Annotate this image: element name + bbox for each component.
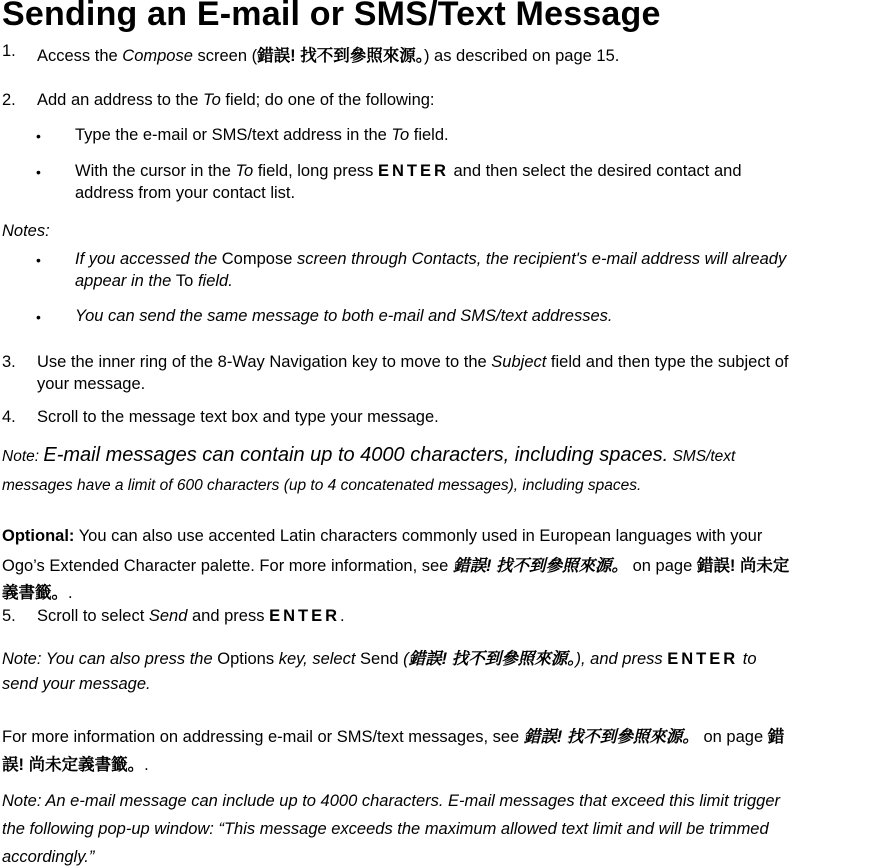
bullet-icon: • [36, 309, 41, 325]
note-label: Note: [2, 448, 44, 465]
text: Scroll to select [37, 607, 149, 625]
step-number: 2. [2, 91, 16, 109]
optional-paragraph-line2 [2, 552, 789, 576]
step-5-text [37, 607, 345, 626]
text: Access the [37, 47, 123, 65]
text: Add an address to the [37, 91, 204, 109]
broken-bookmark[interactable]: 錯誤! 尚未定 [696, 557, 790, 575]
note-options-continued: send your message. [2, 675, 151, 693]
bullet-text [75, 162, 742, 181]
to-term: To [175, 272, 194, 290]
broken-bookmark[interactable]: 誤! 尚未定義書籤。 [2, 756, 145, 774]
text: E-mail messages can contain up to 4000 characters, including spaces. [43, 444, 669, 466]
compose-term: Compose [122, 47, 193, 65]
broken-reference[interactable]: 錯誤! 找不到參照來源。 [257, 47, 424, 65]
enter-key-label: ENTER [269, 607, 340, 625]
text: appear in the [75, 272, 176, 290]
text: Ogo’s Extended Character palette. For more information, see [2, 557, 453, 575]
broken-bookmark[interactable]: 義書籤。 [2, 584, 68, 602]
step-3-text [37, 353, 789, 372]
note-final-line2: the following pop-up window: “This message exceeds the maximum allowed text limit and will be trimmed [2, 820, 769, 838]
text: field. [409, 126, 449, 144]
broken-reference[interactable]: 錯誤! 找不到參照來源。 [408, 650, 576, 668]
more-info-paragraph [2, 723, 784, 747]
bullet-text [75, 126, 449, 145]
compose-term: Compose [221, 250, 293, 268]
text: to [738, 650, 757, 668]
text: If you accessed the [75, 250, 222, 268]
to-term: To [235, 162, 254, 180]
step-4-text: Scroll to the message text box and type your message. [37, 408, 439, 426]
text: . [144, 756, 149, 774]
optional-paragraph [2, 527, 762, 546]
text: key, select [274, 650, 361, 668]
text: ), and press [575, 650, 668, 668]
text: . [68, 584, 73, 602]
text: screen through Contacts, the recipient's e-mail address will already [292, 250, 787, 268]
note-character-limit-continued: messages have a limit of 600 characters (up to 4 concatenated messages), including spaces. [2, 477, 642, 494]
text: field; do one of the following: [220, 91, 435, 109]
note-options [2, 645, 757, 669]
text: For more information on addressing e-mail or SMS/text messages, see [2, 728, 524, 746]
text: and then select the desired contact and [448, 162, 742, 180]
send-term: Send [148, 607, 188, 625]
text: With the cursor in the [75, 162, 236, 180]
note-final: Note: An e-mail message can include up to 4000 characters. E-mail messages that exceed this limit trigger [2, 792, 781, 810]
notes-label: Notes: [2, 222, 50, 240]
note-final-line3: accordingly.” [2, 848, 95, 866]
text: on page [628, 557, 697, 575]
options-term: Options [217, 650, 275, 668]
text: field. [193, 272, 233, 290]
optional-label: Optional: [2, 527, 75, 545]
to-term: To [391, 126, 410, 144]
text: You can also use accented Latin characters commonly used in European languages with your [74, 527, 763, 545]
enter-key-label: ENTER [667, 650, 739, 668]
bullet-icon: • [36, 252, 41, 268]
step-3-text-continued: your message. [37, 375, 146, 393]
broken-bookmark[interactable]: 錯 [767, 728, 785, 746]
bullet-icon: • [36, 164, 41, 180]
text: Note: You can also press the [2, 650, 218, 668]
step-number: 3. [2, 353, 16, 371]
step-number: 4. [2, 408, 16, 426]
page-title: Sending an E-mail or SMS/Text Message [2, 0, 661, 33]
text: field, long press [253, 162, 378, 180]
enter-key-label: ENTER [377, 162, 449, 180]
broken-reference[interactable]: 錯誤! 找不到參照來源。 [452, 557, 629, 575]
bullet-icon: • [36, 128, 41, 144]
step-2-text [37, 91, 435, 110]
step-number: 5. [2, 607, 16, 625]
more-info-paragraph-line2 [2, 751, 149, 775]
optional-paragraph-line3 [2, 579, 73, 603]
text: field and then type the subject of [546, 353, 789, 371]
text: screen ( [192, 47, 258, 65]
note-character-limit [2, 444, 735, 467]
text: ) as described on page 15. [423, 47, 620, 65]
to-term: To [203, 91, 221, 109]
bullet-text-continued: address from your contact list. [75, 184, 296, 202]
text: Use the inner ring of the 8-Way Navigation key to move to the [37, 353, 492, 371]
text: and press [187, 607, 270, 625]
step-number: 1. [2, 42, 16, 60]
note-item [75, 250, 786, 269]
subject-term: Subject [491, 353, 547, 371]
note-item-continued [75, 272, 233, 291]
broken-reference[interactable]: 錯誤! 找不到參照來源。 [523, 728, 699, 746]
text: . [339, 607, 345, 625]
text: SMS/text [668, 448, 736, 465]
send-term: Send [360, 650, 399, 668]
text: Type the e-mail or SMS/text address in the [75, 126, 392, 144]
step-1-text [37, 42, 619, 66]
note-item: You can send the same message to both e-mail and SMS/text addresses. [75, 307, 613, 325]
text: ( [398, 650, 409, 668]
text: on page [698, 728, 768, 746]
